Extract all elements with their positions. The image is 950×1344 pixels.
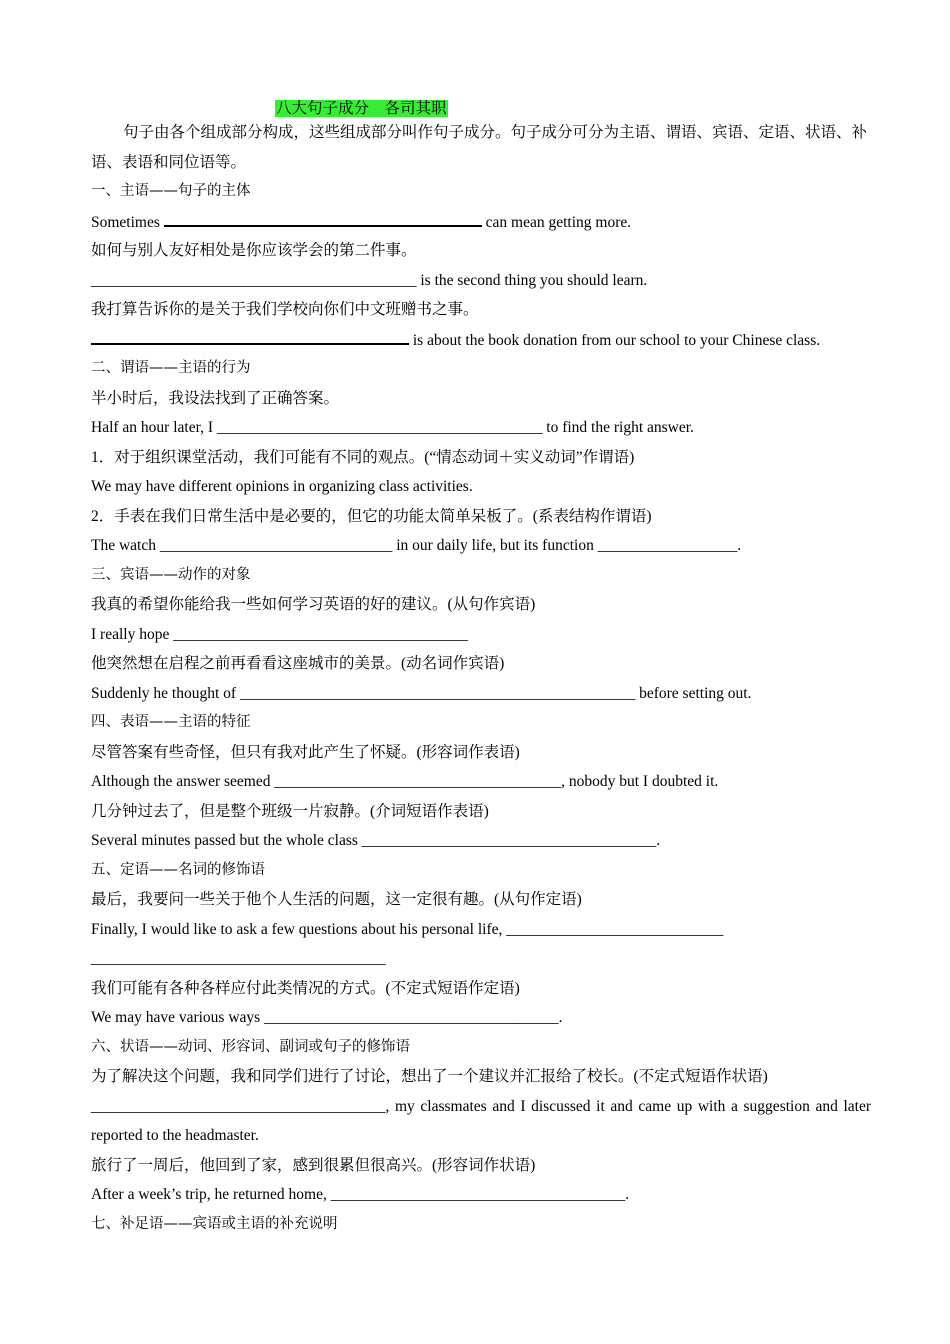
document-page xyxy=(91,96,871,1239)
answer-blank[interactable] xyxy=(164,207,482,227)
exercise-line: 我真的希望你能给我一些如何学习英语的好的建议。(从句作宾语) xyxy=(91,596,536,613)
exercise-line: ______________________________________, my classmates and I discussed it and came up with a suggestion and later reported to the headmaster. xyxy=(91,1097,871,1144)
exercise-line: 如何与别人友好相处是你应该学会的第二件事。 xyxy=(91,242,417,259)
exercise-line: 2．手表在我们日常生活中是必要的，但它的功能太简单呆板了。(系表结构作谓语) xyxy=(91,507,652,525)
exercise-line: 最后，我要问一些关于他个人生活的问题，这一定很有趣。(从句作定语) xyxy=(91,891,582,908)
exercise-line: 旅行了一周后，他回到了家，感到很累但很高兴。(形容词作状语) xyxy=(91,1156,536,1174)
exercise-line: 我们可能有各种各样应付此类情况的方式。(不定式短语作定语) xyxy=(91,979,520,997)
exercise-line: We may have different opinions in organizing class activities. xyxy=(91,478,473,495)
exercise-line: 尽管答案有些奇怪，但只有我对此产生了怀疑。(形容词作表语) xyxy=(91,743,520,761)
exercise-line: is about the book donation from our school to your Chinese class. xyxy=(91,325,871,355)
section-heading-predicate: 二、谓语——主语的行为 xyxy=(91,360,251,376)
section-heading-subject: 一、主语——句子的主体 xyxy=(91,183,251,199)
exercise-line: 我打算告诉你的是关于我们学校向你们中文班赠书之事。 xyxy=(91,301,479,318)
exercise-line: 1．对于组织课堂活动，我们可能有不同的观点。(“情态动词＋实义动词”作谓语) xyxy=(91,448,635,466)
exercise-line: ______________________________________ xyxy=(91,950,386,967)
exercise-line: 几分钟过去了，但是整个班级一片寂静。(介词短语作表语) xyxy=(91,802,489,820)
exercise-line: Finally, I would like to ask a few questions about his personal life, ____________________________ xyxy=(91,920,724,938)
exercise-line: Sometimes can mean getting more. xyxy=(91,207,871,237)
answer-blank[interactable] xyxy=(91,325,409,345)
exercise-line: After a week’s trip, he returned home, ______________________________________. xyxy=(91,1186,630,1203)
exercise-line: Suddenly he thought of ___________________________________________________ before setting out. xyxy=(91,684,752,702)
exercise-line: We may have various ways ______________________________________. xyxy=(91,1009,563,1026)
section-heading-attribute: 五、定语——名词的修饰语 xyxy=(91,861,265,878)
exercise-line: Several minutes passed but the whole class ______________________________________. xyxy=(91,832,661,849)
exercise-line: 为了解决这个问题，我和同学们进行了讨论，想出了一个建议并汇报给了校长。(不定式短语作状语) xyxy=(91,1068,768,1085)
section-heading-predicative: 四、表语——主语的特征 xyxy=(91,714,251,730)
section-heading-complement: 七、补足语——宾语或主语的补充说明 xyxy=(91,1215,338,1232)
exercise-line: Although the answer seemed _____________________________________, nobody but I doubted it. xyxy=(91,773,719,790)
exercise-line: __________________________________________ is the second thing you should learn. xyxy=(91,271,648,289)
section-heading-adverbial: 六、状语——动词、形容词、副词或句子的修饰语 xyxy=(91,1038,410,1055)
exercise-line: Half an hour later, I __________________________________________ to find the right answer. xyxy=(91,419,694,436)
exercise-line: 半小时后，我设法找到了正确答案。 xyxy=(91,389,340,407)
section-heading-object: 三、宾语——动作的对象 xyxy=(91,566,251,583)
document-title: 八大句子成分 各司其职 xyxy=(276,100,447,117)
exercise-line: 他突然想在启程之前再看看这座城市的美景。(动名词作宾语) xyxy=(91,655,505,672)
exercise-line: I really hope ______________________________________ xyxy=(91,625,468,643)
exercise-line: The watch ______________________________ in our daily life, but its function __________________. xyxy=(91,537,742,554)
intro-paragraph: 句子由各个组成部分构成，这些组成部分叫作句子成分。句子成分可分为主语、谓语、宾语、定语、状语、补语、表语和同位语等。 xyxy=(91,124,868,171)
